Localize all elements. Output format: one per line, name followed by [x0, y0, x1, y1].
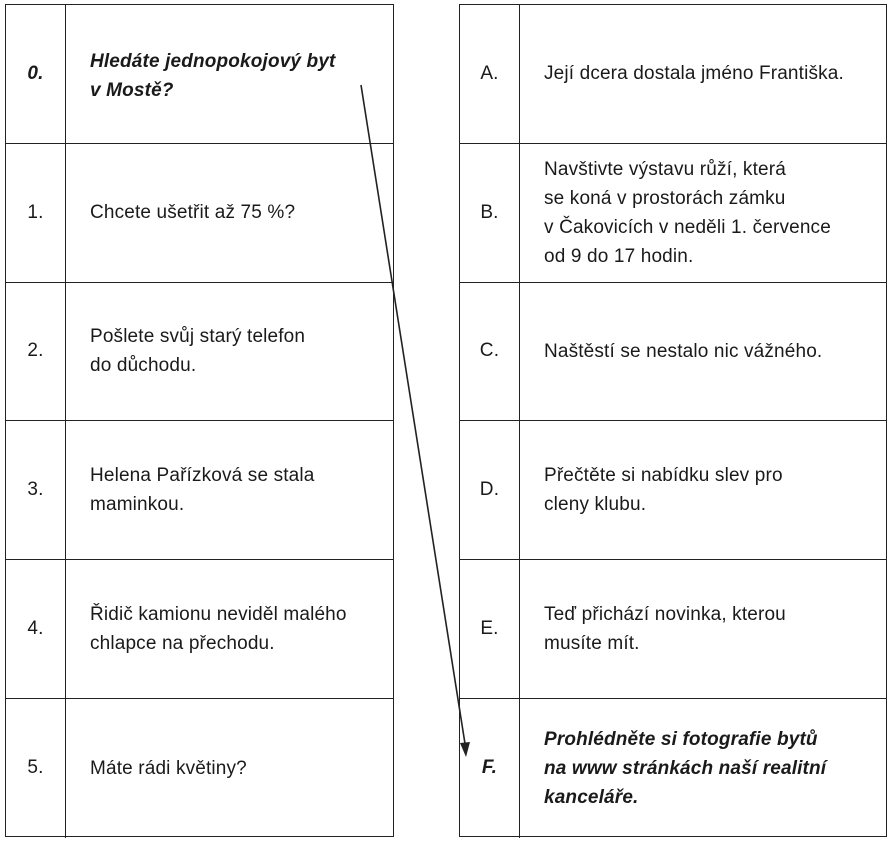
right-table [459, 4, 887, 837]
right-row-cell [520, 699, 886, 838]
left-row-cell [66, 421, 393, 559]
left-row-3 [6, 421, 393, 560]
right-row-cell [520, 283, 886, 421]
left-row-4 [6, 560, 393, 699]
left-row-label: 2. [6, 283, 66, 421]
right-row-text: Přečtěte si nabídku slev pro cleny klubu. [544, 465, 783, 516]
right-row-d [460, 421, 886, 560]
left-row-0 [6, 5, 393, 144]
right-row-label: C. [460, 283, 520, 421]
right-row-cell [520, 421, 886, 559]
right-row-f [460, 699, 886, 838]
right-row-b [460, 144, 886, 283]
left-row-label: 0. [6, 5, 66, 143]
left-row-label: 5. [6, 699, 66, 838]
left-row-label: 4. [6, 560, 66, 698]
right-row-text: Teď přichází novinka, kterou musíte mít. [544, 604, 786, 655]
left-row-text: Máte rádi květiny? [90, 757, 247, 779]
right-row-a [460, 5, 886, 144]
left-row-cell [66, 283, 393, 421]
left-row-text: Hledáte jednopokojový byt v Mostě? [90, 51, 336, 101]
right-row-cell [520, 560, 886, 698]
right-row-label: D. [460, 421, 520, 559]
right-row-cell [520, 144, 886, 282]
left-row-text: Řidič kamionu neviděl malého chlapce na přechodu. [90, 604, 347, 655]
right-row-label: A. [460, 5, 520, 143]
left-row-1 [6, 144, 393, 283]
left-row-cell [66, 5, 393, 143]
left-row-label: 3. [6, 421, 66, 559]
left-row-cell [66, 144, 393, 282]
right-row-text: Prohlédněte si fotografie bytů na www stránkách naší realitní kanceláře. [544, 728, 827, 808]
left-row-label: 1. [6, 144, 66, 282]
left-row-text: Pošlete svůj starý telefon do důchodu. [90, 326, 306, 377]
right-row-text: Navštivte výstavu růží, která se koná v prostorách zámku v Čakovicích v neděli 1. července od 9 do 17 hodin. [544, 158, 831, 267]
left-row-5 [6, 699, 393, 838]
left-row-text: Chcete ušetřit až 75 %? [90, 202, 296, 224]
right-row-label: F. [460, 699, 520, 838]
left-table [5, 4, 394, 837]
left-row-cell [66, 699, 393, 838]
left-row-cell [66, 560, 393, 698]
left-row-2 [6, 283, 393, 422]
right-row-text: Její dcera dostala jméno Františka. [544, 63, 844, 85]
right-row-label: B. [460, 144, 520, 282]
right-row-label: E. [460, 560, 520, 698]
right-row-e [460, 560, 886, 699]
right-row-cell [520, 5, 886, 143]
right-row-c [460, 283, 886, 422]
left-row-text: Helena Pařízková se stala maminkou. [90, 465, 315, 516]
right-row-text: Naštěstí se nestalo nic vážného. [544, 340, 823, 362]
